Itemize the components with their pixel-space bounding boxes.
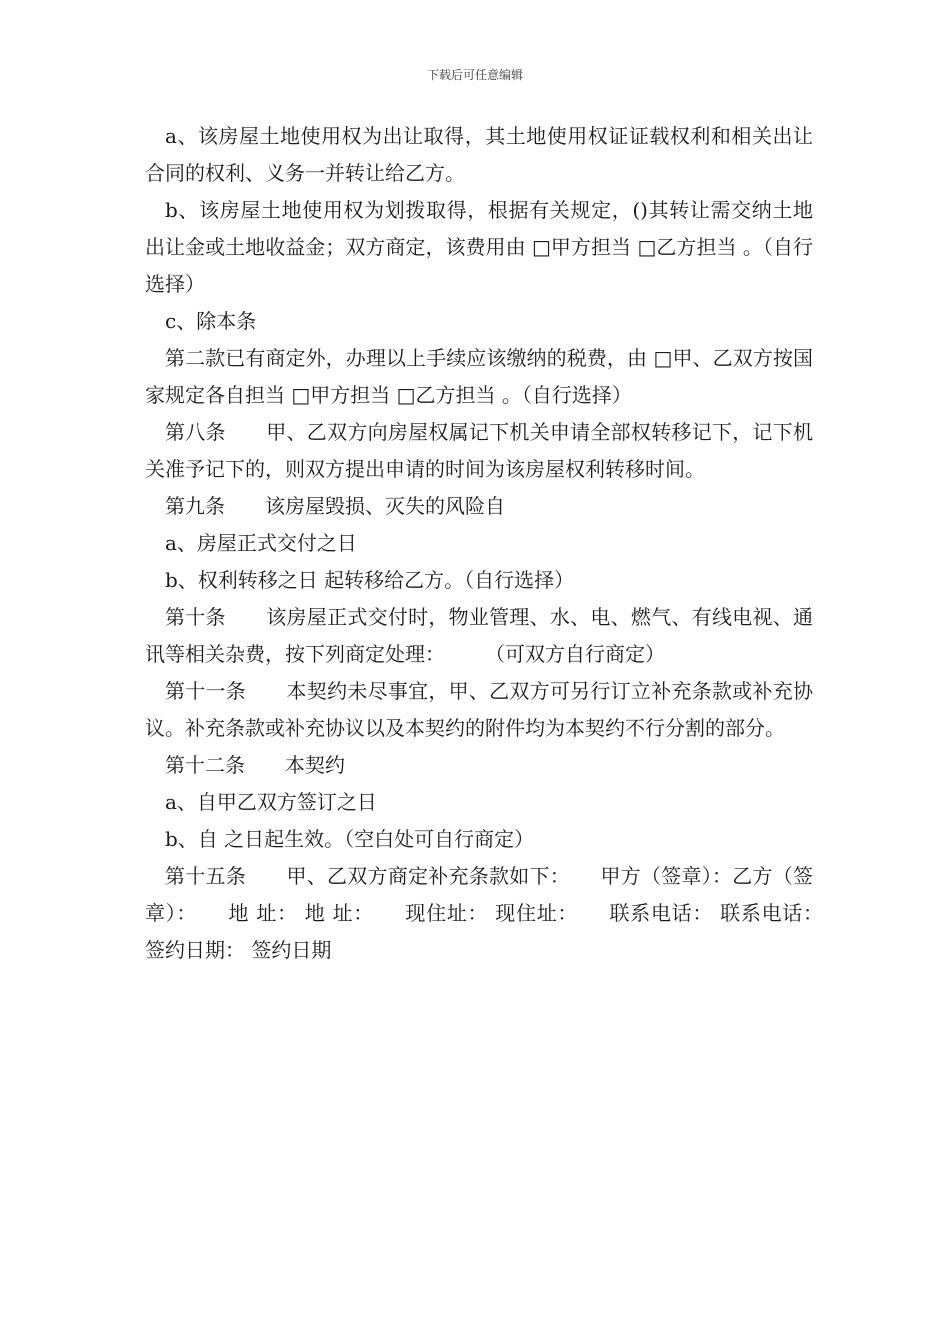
article-8: 第八条 甲、乙双方向房屋权属记下机关申请全部权转移记下，记下机关准予记下的，则双方提出申请的时间为该房屋权利转移时间。 <box>145 420 813 481</box>
page-header: 下载后可任意编辑 <box>426 68 523 82</box>
clause-paragraph: a、房屋正式交付之日 <box>165 531 357 555</box>
clause-paragraph: b、权利转移之日 起转移给乙方。（自行选择） <box>165 568 575 592</box>
article-9: 第九条 该房屋毁损、灭失的风险自 <box>165 494 505 518</box>
clause-paragraph: a、自甲乙双方签订之日 <box>165 790 377 814</box>
article-15-signatures: 第十五条 甲、乙双方商定补充条款如下： 甲方（签章）：乙方（签章）： 地 址： 地 址： 现住址： 现住址： 联系电话： 联系电话： 签约日期： 签约日期 <box>145 864 853 962</box>
clause-paragraph: 第二款已有商定外，办理以上手续应该缴纳的税费，由 □甲、乙双方按国家规定各自担当 □甲方担当 □乙方担当 。（自行选择） <box>145 346 813 407</box>
article-12: 第十二条 本契约 <box>165 753 345 777</box>
document-body <box>145 118 853 969</box>
clause-paragraph: c、除本条 <box>165 309 257 333</box>
clause-paragraph: b、自 之日起生效。（空白处可自行商定） <box>165 827 535 851</box>
clause-paragraph: a、该房屋土地使用权为出让取得，其土地使用权证证载权利和相关出让合同的权利、义务一并转让给乙方。 <box>145 124 813 185</box>
clause-paragraph: b、该房屋土地使用权为划拨取得，根据有关规定，()其转让需交纳土地出让金或土地收益金；双方商定，该费用由 □甲方担当 □乙方担当 。（自行选择） <box>145 198 813 296</box>
article-10: 第十条 该房屋正式交付时，物业管理、水、电、燃气、有线电视、通讯等相关杂费，按下列商定处理： （可双方自行商定） <box>145 605 813 666</box>
article-11: 第十一条 本契约未尽事宜，甲、乙双方可另行订立补充条款或补充协议。补充条款或补充协议以及本契约的附件均为本契约不行分割的部分。 <box>145 679 813 740</box>
